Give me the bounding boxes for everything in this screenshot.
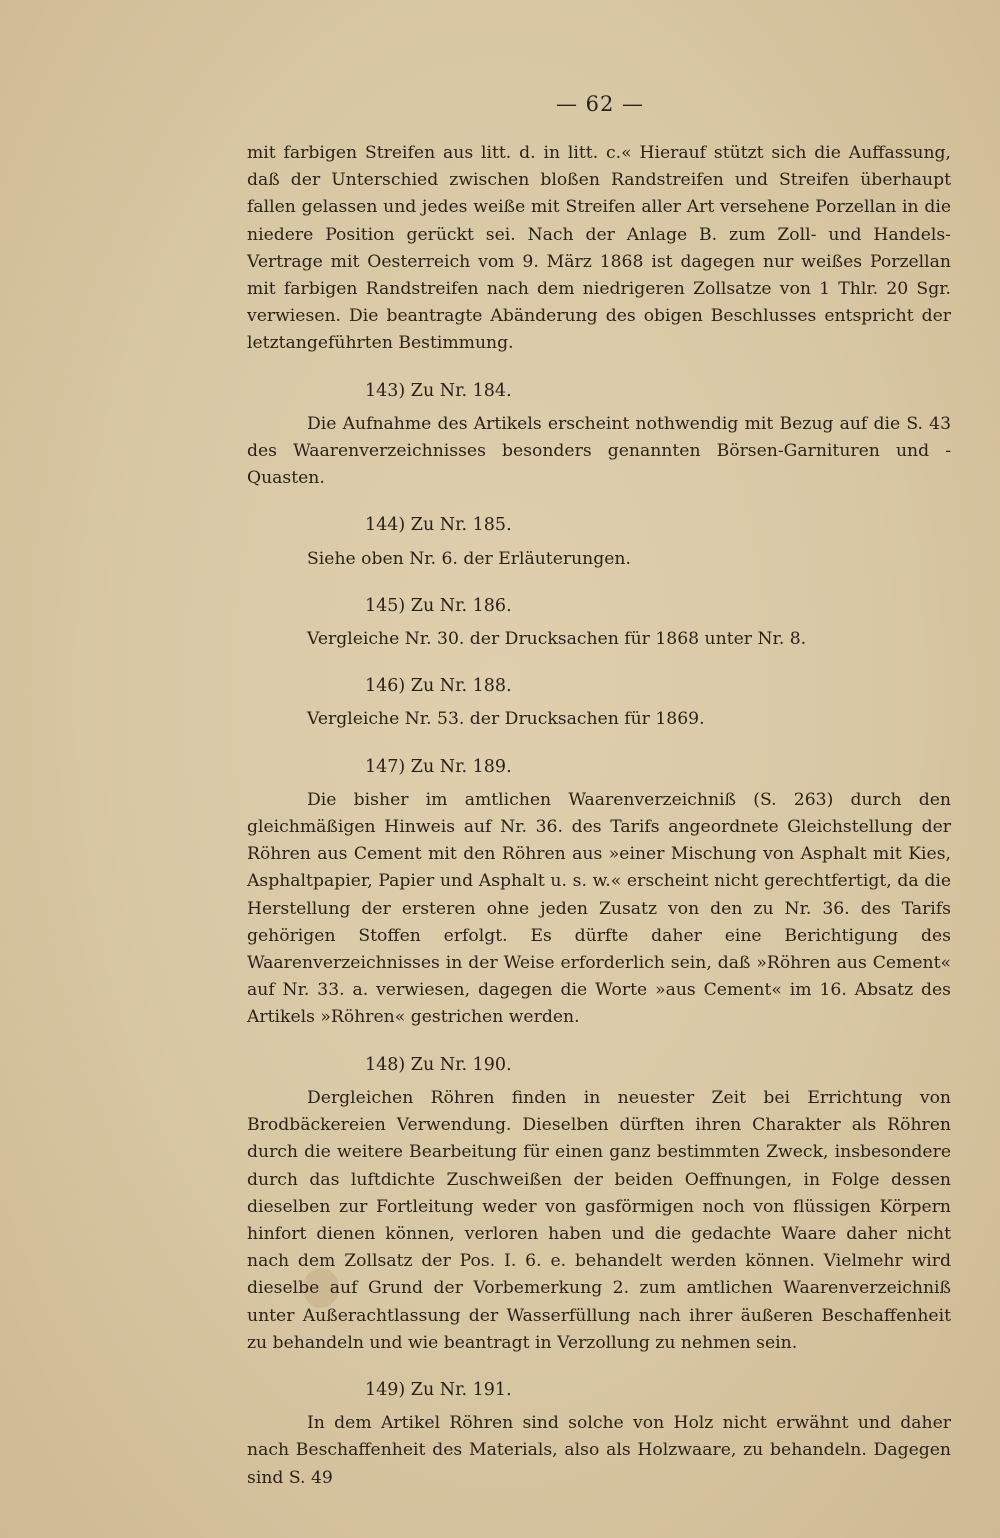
section-heading: 149) Zu Nr. 191. xyxy=(365,1379,512,1400)
paragraph: In dem Artikel Röhren sind solche von Holz nicht erwähnt und daher nach Beschaffenheit des Materials, also als Holzwaare, zu behandeln. Dagegen sind S. 49 xyxy=(247,1413,951,1488)
section-heading: 144) Zu Nr. 185. xyxy=(365,515,512,536)
paragraph: Vergleiche Nr. 30. der Drucksachen für 1868 unter Nr. 8. xyxy=(307,629,807,650)
paragraph: Vergleiche Nr. 53. der Drucksachen für 1869. xyxy=(307,709,705,730)
paragraph: Dergleichen Röhren finden in neuester Zeit bei Errichtung von Brodbäckereien Verwendung. Dieselben dürften ihren Charakter als Röhren durch die weitere Bearbeitung für einen ganz bestimmten Zweck, insbesondere durch das luftdichte Zuschweißen der beiden Oeffnungen, in Folge dessen dieselben zur Fortleitung weder von gasförmigen noch von flüssigen Körpern hinfort dienen können, verloren haben und die gedachte Waare daher nicht nach dem Zollsatz der Pos. I. 6. e. behandelt werden können. Vielmehr wird dieselbe auf Grund der Vorbemerkung 2. zum amtlichen Waarenverzeichniß unter Außerachtlassung der Wasserfüllung nach ihrer äußeren Beschaffenheit zu behandeln und wie beantragt in Verzollung zu nehmen sein. xyxy=(247,1087,951,1353)
paragraph: Die Aufnahme des Artikels erscheint nothwendig mit Bezug auf die S. 43 des Waarenverzeichnisses besonders genannten Börsen-Garnituren und -Quasten. xyxy=(247,413,951,489)
paragraph: Siehe oben Nr. 6. der Erläuterungen. xyxy=(307,548,631,569)
page-number: — 62 — xyxy=(555,92,645,116)
section-heading: 148) Zu Nr. 190. xyxy=(365,1054,512,1075)
section-heading: 143) Zu Nr. 184. xyxy=(365,380,512,401)
section-heading: 147) Zu Nr. 189. xyxy=(365,756,512,777)
section-heading: 146) Zu Nr. 188. xyxy=(365,676,512,697)
section-heading: 145) Zu Nr. 186. xyxy=(365,595,512,616)
paragraph: Die bisher im amtlichen Waarenverzeichniß (S. 263) durch den gleichmäßigen Hinweis auf Nr. 36. des Tarifs angeordnete Gleichstellung der Röhren aus Cement mit den Röhren aus »einer Mischung von Asphalt mit Kies, Asphaltpapier, Papier und Asphalt u. s. w.« erscheint nicht gerechtfertigt, da die Herstellung der ersteren ohne jeden Zusatz von den zu Nr. 36. des Tarifs gehörigen Stoffen erfolgt. Es dürfte daher eine Berichtigung des Waarenverzeichnisses in der Weise erforderlich sein, daß »Röhren aus Cement« auf Nr. 33. a. verwiesen, dagegen die Worte »aus Cement« im 16. Absatz des Artikels »Röhren« gestrichen werden. xyxy=(247,789,951,1028)
body-text xyxy=(247,140,951,1492)
paragraph: mit farbigen Streifen aus litt. d. in litt. c.« Hierauf stützt sich die Auffassung, daß der Unterschied zwischen bloßen Randstreifen und Streifen überhaupt fallen gelassen und jedes weiße mit Streifen aller Art versehene Porzellan in die niedere Position gerückt sei. Nach der Anlage B. zum Zoll- und Handels-Vertrage mit Oesterreich vom 9. März 1868 ist dagegen nur weißes Porzellan mit farbigen Randstreifen nach dem niedrigeren Zollsatze von 1 Thlr. 20 Sgr. verwiesen. Die beantragte Abänderung des obigen Beschlusses entspricht der letztangeführten Bestimmung. xyxy=(247,143,951,354)
